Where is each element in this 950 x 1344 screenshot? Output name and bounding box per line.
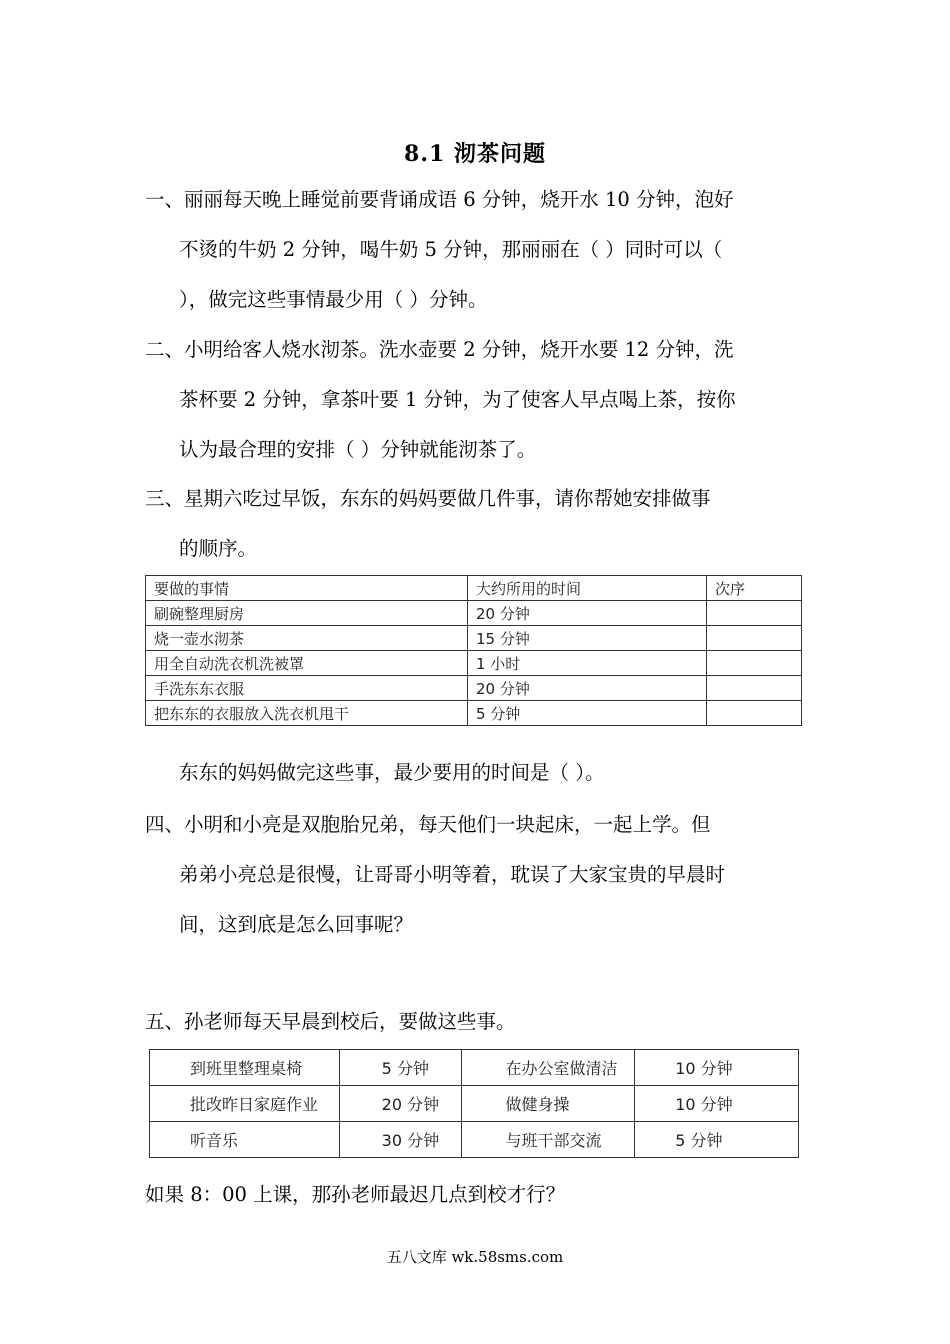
table-cell: 5 分钟 (635, 1122, 799, 1158)
teacher-tasks-table (149, 1049, 799, 1158)
question-2 (145, 325, 815, 475)
table-cell: 做健身操 (461, 1086, 635, 1122)
table-row (150, 1122, 799, 1158)
question-4 (145, 800, 815, 950)
table-row (146, 701, 802, 726)
question-1-line: 不烫的牛奶 2 分钟，喝牛奶 5 分钟，那丽丽在（ ）同时可以（ (179, 238, 723, 261)
table-row (146, 651, 802, 676)
table-header-cell: 要做的事情 (146, 576, 468, 601)
table-row (146, 676, 802, 701)
table-cell: 把东东的衣服放入洗衣机甩干 (146, 701, 468, 726)
table-cell: 20 分钟 (339, 1086, 461, 1122)
table-cell: 用全自动洗衣机洗被罩 (146, 651, 468, 676)
order-cell (707, 601, 802, 626)
table-cell: 5 分钟 (468, 701, 707, 726)
order-cell (707, 676, 802, 701)
question-2-line: 二、小明给客人烧水沏茶。洗水壶要 2 分钟，烧开水要 12 分钟，洗 (145, 338, 734, 361)
table-cell: 20 分钟 (468, 676, 707, 701)
table-row (146, 626, 802, 651)
question-1-line: ），做完这些事情最少用（ ）分钟。 (179, 288, 488, 311)
table-cell: 10 分钟 (635, 1086, 799, 1122)
order-cell (707, 701, 802, 726)
table-cell: 30 分钟 (339, 1122, 461, 1158)
table-cell: 10 分钟 (635, 1050, 799, 1086)
table-cell: 15 分钟 (468, 626, 707, 651)
table-cell: 听音乐 (150, 1122, 340, 1158)
question-5-followup-line: 如果 8：00 上课，那孙老师最迟几点到校才行？ (145, 1183, 566, 1206)
table-cell: 5 分钟 (339, 1050, 461, 1086)
table-cell: 1 小时 (468, 651, 707, 676)
table-cell: 到班里整理桌椅 (150, 1050, 340, 1086)
question-4-line: 间，这到底是怎么回事呢？ (179, 913, 414, 936)
order-cell (707, 651, 802, 676)
question-4-line: 四、小明和小亮是双胞胎兄弟，每天他们一块起床，一起上学。但 (145, 813, 711, 836)
question-3-followup-line: 东东的妈妈做完这些事，最少要用的时间是（ ）。 (179, 761, 605, 784)
table-row (146, 601, 802, 626)
question-2-line: 认为最合理的安排（ ）分钟就能沏茶了。 (179, 438, 537, 461)
table-row (150, 1086, 799, 1122)
table-header-cell: 次序 (707, 576, 802, 601)
question-3-line: 三、星期六吃过早饭，东东的妈妈要做几件事，请你帮她安排做事 (145, 487, 711, 510)
table-cell: 20 分钟 (468, 601, 707, 626)
table-cell: 刷碗整理厨房 (146, 601, 468, 626)
footer-watermark: 五八文库 wk.58sms.com (386, 1248, 564, 1266)
table-cell: 与班干部交流 (461, 1122, 635, 1158)
table-cell: 在办公室做清洁 (461, 1050, 635, 1086)
page-title: 8.1 沏茶问题 (404, 141, 546, 167)
question-5-line: 五、孙老师每天早晨到校后，要做这些事。 (145, 1010, 516, 1033)
question-2-line: 茶杯要 2 分钟，拿茶叶要 1 分钟，为了使客人早点喝上茶，按你 (179, 388, 736, 411)
question-3-followup (145, 748, 815, 798)
order-cell (707, 626, 802, 651)
table-row (150, 1050, 799, 1086)
question-1-line: 一、丽丽每天晚上睡觉前要背诵成语 6 分钟，烧开水 10 分钟，泡好 (145, 188, 734, 211)
table-cell: 手洗东东衣服 (146, 676, 468, 701)
question-3-line: 的顺序。 (179, 537, 258, 560)
table-cell: 烧一壶水沏茶 (146, 626, 468, 651)
table-header-cell: 大约所用的时间 (468, 576, 707, 601)
chores-table (145, 575, 802, 726)
question-5-followup (145, 1170, 815, 1220)
question-5 (145, 997, 815, 1047)
table-header-row (146, 576, 802, 601)
question-4-line: 弟弟小亮总是很慢，让哥哥小明等着，耽误了大家宝贵的早晨时 (179, 863, 726, 886)
question-1 (145, 175, 815, 325)
table-cell: 批改昨日家庭作业 (150, 1086, 340, 1122)
question-3 (145, 474, 815, 574)
